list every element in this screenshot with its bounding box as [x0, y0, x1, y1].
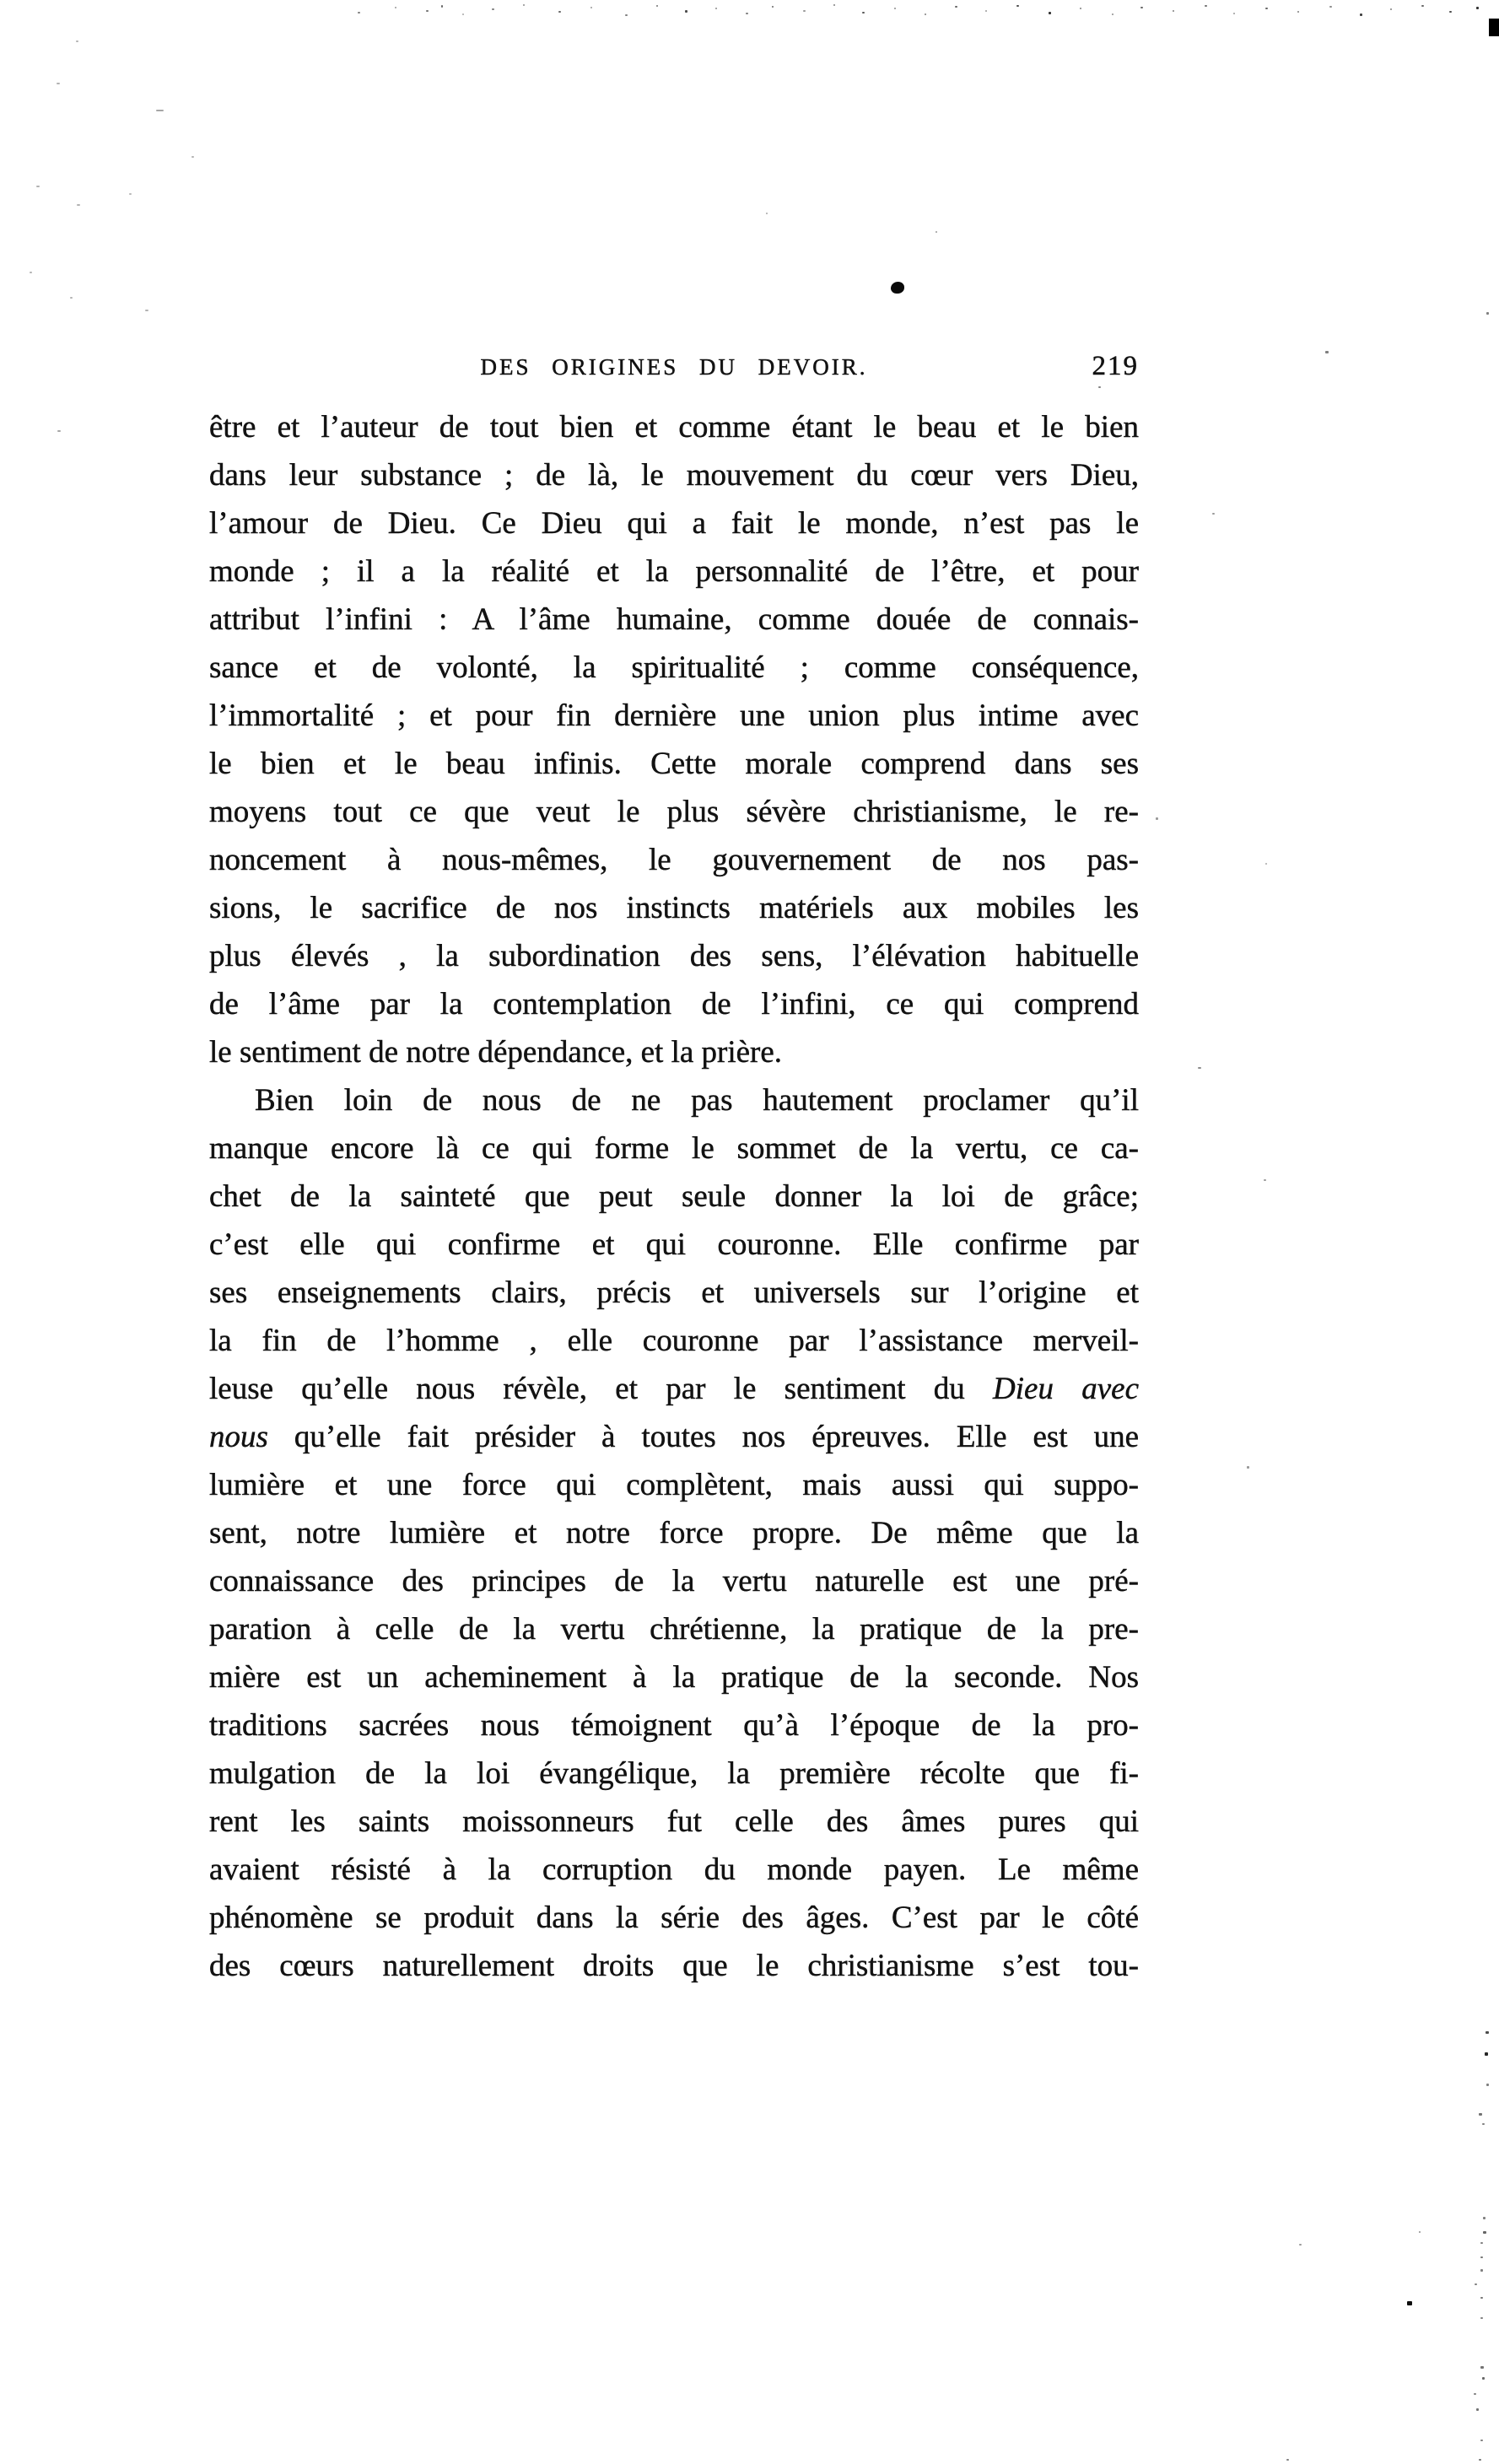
text-segment: le bien et le beau infinis. Cette morale comprend dans ses [209, 747, 1139, 781]
scan-noise-speck [833, 4, 835, 6]
text-line [209, 1076, 1139, 1124]
scan-noise-speck [129, 193, 132, 195]
ink-blot-artifact [891, 282, 904, 294]
text-segment: l’immortalité ; et pour fin dernière une union plus intime avec [209, 698, 1139, 733]
scan-noise-speck [523, 4, 525, 6]
scan-noise-speck [1080, 8, 1081, 9]
text-line [209, 1317, 1139, 1365]
scan-noise-speck [772, 6, 774, 8]
scan-noise-speck [57, 83, 60, 84]
scan-noise-speck [441, 5, 443, 8]
scan-noise-speck [1476, 2408, 1479, 2411]
text-segment: être et l’auteur de tout bien et comme étant le beau et le bien [209, 410, 1139, 445]
scan-noise-speck [1233, 13, 1235, 14]
scan-noise-speck [955, 6, 957, 8]
scan-noise-speck [191, 156, 194, 158]
scan-noise-speck [625, 14, 628, 16]
text-line [209, 1509, 1139, 1557]
scan-noise-speck [1140, 7, 1143, 8]
scan-noise-speck [76, 40, 78, 42]
scan-noise-speck [1480, 2440, 1483, 2441]
text-segment: noncement à nous-mêmes, le gouvernement de nos pas- [209, 843, 1139, 877]
scan-noise-speck [1486, 2031, 1489, 2034]
scan-noise-speck [656, 5, 658, 7]
text-line [209, 1269, 1139, 1317]
scan-noise-speck [803, 10, 806, 12]
scan-noise-speck [358, 12, 360, 13]
text-segment: paration à celle de la vertu chrétienne, la pratique de la pre- [209, 1612, 1139, 1647]
scan-noise-speck [1449, 11, 1452, 13]
text-segment: des cœurs naturellement droits que le christianisme s’est tou- [209, 1949, 1139, 1983]
text-segment: c’est elle qui confirme et qui couronne. Elle confirme par [209, 1227, 1139, 1262]
scan-noise-speck [1325, 351, 1329, 353]
text-segment: dans leur substance ; de là, le mouvement du cœur vers Dieu, [209, 458, 1139, 493]
text-segment: manque encore là ce qui forme le sommet de la vertu, ce ca- [209, 1131, 1139, 1166]
scan-noise-speck [1482, 2377, 1485, 2380]
scan-noise-speck [1173, 10, 1174, 12]
text-line [209, 1124, 1139, 1173]
scan-noise-speck [1286, 2459, 1289, 2461]
text-segment: sions, le sacrifice de nos instincts matériels aux mobiles les [209, 891, 1139, 925]
text-line [209, 836, 1139, 884]
scan-noise-speck [1098, 386, 1101, 388]
text-line [209, 692, 1139, 740]
scan-noise-speck [1483, 2231, 1486, 2234]
page-number: 219 [1092, 351, 1139, 381]
scan-noise-speck [936, 231, 937, 233]
text-segment: traditions sacrées nous témoignent qu’à l’époque de la pro- [209, 1708, 1139, 1743]
body-text-block [209, 403, 1139, 1990]
text-line [209, 1557, 1139, 1605]
scan-noise-speck [715, 8, 717, 9]
running-header-title: DES ORIGINES DU DEVOIR. [480, 354, 868, 380]
scan-noise-speck [1480, 2269, 1483, 2272]
scan-noise-speck [766, 213, 768, 214]
scan-noise-speck [462, 13, 464, 15]
scan-noise-speck [1329, 6, 1332, 8]
scan-noise-speck [1299, 2244, 1302, 2246]
scan-noise-speck [1016, 5, 1019, 7]
scan-noise-speck [746, 13, 748, 14]
text-segment: le sentiment de notre dépendance, et la prière. [209, 1035, 783, 1070]
text-line [209, 740, 1139, 788]
scan-noise-speck [1265, 8, 1268, 9]
text-line [209, 451, 1139, 499]
text-line [209, 1653, 1139, 1701]
scan-noise-speck [1205, 5, 1207, 7]
text-line [209, 1461, 1139, 1509]
text-line [209, 547, 1139, 596]
text-line [209, 644, 1139, 692]
running-header [209, 351, 1139, 388]
text-line [209, 1028, 1139, 1076]
scan-noise-speck [1049, 12, 1051, 14]
scan-noise-speck [1407, 2301, 1412, 2305]
text-segment: rent les saints moissonneurs fut celle des âmes pures qui [209, 1804, 1139, 1839]
scan-noise-speck [30, 272, 32, 273]
text-line [209, 1894, 1139, 1942]
scan-noise-speck [1486, 2084, 1489, 2086]
scan-noise-speck [426, 10, 429, 12]
scan-noise-speck [1265, 863, 1267, 865]
text-segment: ses enseignements clairs, précis et universels sur l’origine et [209, 1275, 1139, 1310]
text-segment: monde ; il a la réalité et la personnalité de l’être, et pour [209, 554, 1139, 589]
scan-noise-speck [894, 8, 896, 9]
scan-noise-speck [1480, 2317, 1483, 2319]
text-segment: leuse qu’elle nous révèle, et par le sentiment du [209, 1372, 994, 1406]
scan-corner-mark-artifact [1489, 19, 1499, 36]
italic-phrase: nous [209, 1420, 268, 1454]
text-segment: chet de la sainteté que peut seule donner la loi de grâce; [209, 1179, 1139, 1214]
scan-noise-speck [1112, 13, 1113, 15]
scan-noise-speck [1485, 2052, 1488, 2056]
scan-noise-speck [1476, 7, 1479, 9]
text-line [209, 1413, 1139, 1461]
scan-noise-speck [1421, 5, 1424, 7]
scan-noise-speck [1297, 11, 1299, 13]
text-segment: mière est un acheminement à la pratique de la seconde. Nos [209, 1660, 1139, 1695]
scan-noise-speck [590, 7, 592, 8]
scan-noise-speck [1264, 1179, 1266, 1181]
scan-noise-speck [57, 430, 61, 432]
text-line [209, 788, 1139, 836]
text-segment: l’amour de Dieu. Ce Dieu qui a fait le monde, n’est pas le [209, 506, 1139, 541]
text-segment: sance et de volonté, la spiritualité ; comme conséquence, [209, 650, 1139, 685]
scan-noise-speck [1360, 13, 1362, 16]
scan-noise-speck [1212, 513, 1215, 515]
text-line [209, 1701, 1139, 1750]
text-segment: Bien loin de nous de ne pas hautement proclamer qu’il [255, 1083, 1139, 1118]
scan-noise-speck [395, 7, 396, 8]
italic-phrase: Dieu avec [993, 1372, 1139, 1406]
scan-noise-speck [1419, 2231, 1421, 2233]
text-line [209, 1605, 1139, 1653]
text-segment: connaissance des principes de la vertu naturelle est une pré- [209, 1564, 1139, 1599]
text-segment: qu’elle fait présider à toutes nos épreuves. Elle est une [267, 1420, 1139, 1454]
text-line [209, 499, 1139, 547]
scan-noise-speck [685, 10, 687, 13]
text-segment: lumière et une force qui complètent, mais aussi qui suppo- [209, 1468, 1139, 1502]
text-segment: mulgation de la loi évangélique, la première récolte que fi- [209, 1756, 1139, 1791]
scan-noise-speck [1474, 2393, 1476, 2395]
scan-noise-speck [1480, 2256, 1483, 2258]
scan-noise-speck [70, 297, 73, 299]
text-segment: attribut l’infini : A l’âme humaine, comme douée de connais- [209, 602, 1139, 637]
text-line [209, 1750, 1139, 1798]
text-segment: phénomène se produit dans la série des âges. C’est par le côté [209, 1901, 1139, 1935]
scan-noise-speck [1247, 1466, 1249, 1469]
text-segment: moyens tout ce que veut le plus sévère christianisme, le re- [209, 795, 1139, 829]
scan-noise-speck [492, 8, 494, 10]
text-line [209, 884, 1139, 932]
scan-noise-speck [1479, 2113, 1482, 2116]
text-line [209, 1365, 1139, 1413]
scan-noise-speck [862, 12, 865, 13]
scan-noise-speck [1390, 8, 1392, 10]
text-line [209, 1173, 1139, 1221]
scan-noise-speck [1479, 2459, 1481, 2461]
text-line [209, 1942, 1139, 1990]
text-segment: plus élevés , la subordination des sens, l’élévation habituelle [209, 939, 1139, 973]
text-line [209, 1798, 1139, 1846]
scan-noise-speck [1156, 817, 1158, 820]
text-line [209, 980, 1139, 1028]
scan-noise-speck [77, 204, 80, 206]
scan-noise-speck [1480, 2297, 1483, 2299]
scan-noise-speck [1198, 1067, 1201, 1069]
scan-noise-speck [1480, 2242, 1483, 2244]
text-line [209, 403, 1139, 451]
scan-noise-speck [1480, 2366, 1484, 2369]
text-line [209, 1846, 1139, 1894]
scan-noise-speck [925, 13, 926, 15]
scan-noise-speck [156, 110, 164, 111]
scan-noise-speck [985, 10, 987, 12]
scan-noise-speck [36, 186, 40, 187]
text-segment: sent, notre lumière et notre force propre. De même que la [209, 1516, 1139, 1550]
text-line [209, 1221, 1139, 1269]
scan-noise-speck [1482, 2123, 1485, 2125]
text-line [209, 932, 1139, 980]
scan-noise-speck [145, 310, 148, 311]
scan-noise-speck [558, 11, 561, 13]
text-segment: la fin de l’homme , elle couronne par l’assistance merveil- [209, 1324, 1139, 1358]
text-segment: de l’âme par la contemplation de l’infini, ce qui comprend [209, 987, 1139, 1022]
scan-noise-speck [1486, 312, 1489, 315]
scan-noise-speck [1475, 2283, 1477, 2285]
text-line [209, 596, 1139, 644]
text-segment: avaient résisté à la corruption du monde payen. Le même [209, 1852, 1139, 1887]
scan-noise-speck [1483, 2217, 1486, 2219]
